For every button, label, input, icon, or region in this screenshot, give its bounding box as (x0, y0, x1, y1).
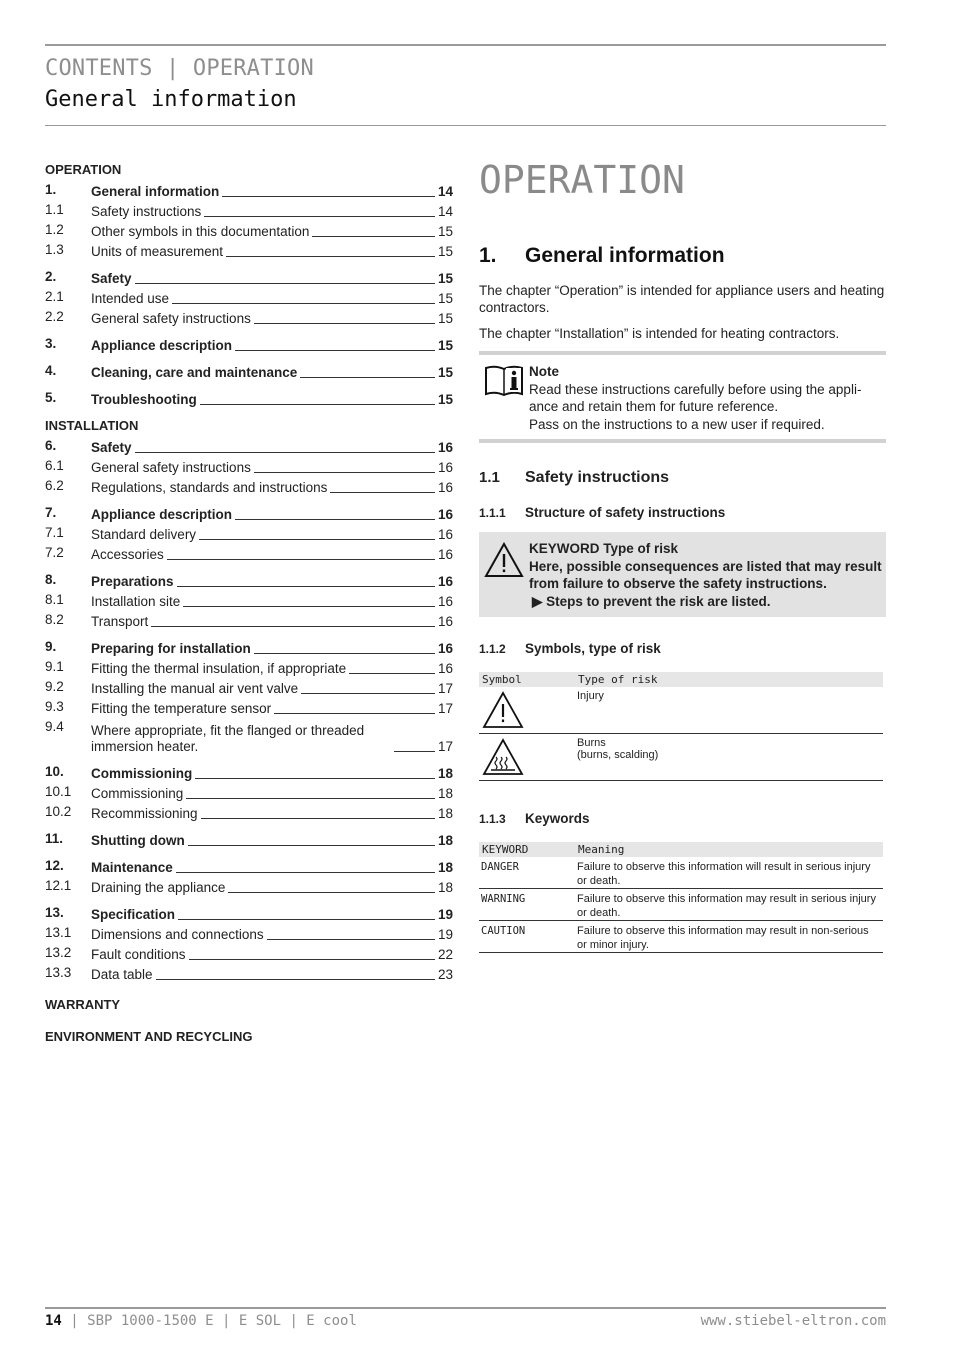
toc-entry-number: 7.2 (45, 545, 64, 560)
toc-entry[interactable] (45, 697, 453, 717)
toc-entry[interactable] (45, 610, 453, 630)
warning-body: Here, possible consequences are listed that may result from failure to observe the safety instructions. (529, 558, 882, 591)
toc-entry-page: 16 (438, 460, 454, 475)
toc-entry-title: Fitting the thermal insulation, if appropriate (91, 661, 347, 676)
toc-entry-page: 15 (438, 291, 454, 306)
toc-entry-number: 4. (45, 363, 57, 378)
toc-entry-number: 6.1 (45, 458, 64, 473)
toc-entry-title: Draining the appliance (91, 880, 226, 895)
toc-entry[interactable] (45, 829, 453, 849)
toc-leader (172, 303, 435, 304)
toc-leader (235, 350, 435, 351)
toc-operation-list (45, 180, 453, 408)
header-breadcrumb: CONTENTS | OPERATION (45, 56, 314, 81)
toc-entry[interactable] (45, 677, 453, 697)
toc-entry-number: 8.1 (45, 592, 64, 607)
toc-entry[interactable] (45, 543, 453, 563)
column-header-risk: Type of risk (575, 672, 883, 687)
meaning-cell: Failure to observe this information may result in serious injury or death. (575, 889, 883, 921)
toc-entry-page: 15 (438, 338, 454, 353)
toc-entry-title: Specification (91, 907, 176, 922)
toc-leader (254, 472, 435, 473)
toc-entry-page: 23 (438, 967, 454, 982)
toc-entry-number: 13. (45, 905, 64, 920)
toc-entry-title: Installing the manual air vent valve (91, 681, 299, 696)
toc-entry-page: 15 (438, 365, 454, 380)
toc-entry-title: General information (91, 184, 220, 199)
warning-box (479, 532, 886, 617)
toc-leader (195, 778, 435, 779)
toc-entry-title: Data table (91, 967, 153, 982)
column-header-keyword: KEYWORD (479, 842, 575, 857)
toc-entry-number: 11. (45, 831, 64, 846)
toc-leader (151, 626, 435, 627)
keyword-cell: DANGER (479, 857, 575, 889)
toc-entry-title-cont: immersion heater. (91, 739, 199, 754)
risk-cell (575, 734, 883, 781)
toc-entry-number: 1. (45, 182, 57, 197)
symbols-table (479, 672, 883, 781)
subsubsection-heading-symbols (479, 641, 886, 656)
toc-entry-number: 1.2 (45, 222, 64, 237)
toc-entry-title: Safety (91, 271, 132, 286)
toc-entry-number: 1.3 (45, 242, 64, 257)
toc-entry-page: 19 (438, 927, 454, 942)
toc-entry-title: Units of measurement (91, 244, 224, 259)
table-row (479, 889, 883, 921)
subsubsection-heading-keywords (479, 811, 886, 826)
toc-entry-page: 18 (438, 766, 454, 781)
toc-entry-page: 14 (438, 184, 454, 199)
toc-entry[interactable] (45, 476, 453, 496)
toc-entry[interactable] (45, 200, 453, 220)
subsubsection-title: Keywords (525, 811, 590, 826)
toc-leader (330, 492, 435, 493)
toc-entry[interactable] (45, 923, 453, 943)
toc-entry-number: 5. (45, 390, 57, 405)
toc-entry-title: Installation site (91, 594, 181, 609)
toc-entry-page: 16 (438, 527, 454, 542)
toc-leader (226, 256, 435, 257)
table-row (479, 734, 883, 781)
toc-entry[interactable] (45, 267, 453, 287)
main-content (479, 160, 886, 953)
toc-entry-number: 10.2 (45, 804, 72, 819)
footer-product: | SBP 1000-1500 E | E SOL | E cool (70, 1313, 357, 1329)
warning-step: ▶ Steps to prevent the risk are listed. (532, 593, 771, 609)
toc-entry-page: 15 (438, 311, 454, 326)
footer-left (45, 1313, 357, 1329)
toc-leader (135, 283, 435, 284)
toc-entry-page: 14 (438, 204, 454, 219)
keyword-cell: CAUTION (479, 921, 575, 953)
toc-leader (349, 673, 435, 674)
toc-leader (222, 196, 435, 197)
symbol-cell (479, 734, 575, 781)
hot-surface-icon (481, 737, 525, 777)
toc-leader (204, 216, 435, 217)
toc-entry-number: 13.2 (45, 945, 72, 960)
toc-entry-page: 15 (438, 271, 454, 286)
table-row (479, 687, 883, 734)
toc-leader (189, 959, 435, 960)
toc-entry[interactable] (45, 876, 453, 896)
toc-entry-page: 16 (438, 507, 454, 522)
toc-entry-number: 10.1 (45, 784, 72, 799)
chapter-heading: OPERATION (479, 158, 685, 202)
toc-entry-title: General safety instructions (91, 311, 251, 326)
toc-leader (177, 586, 435, 587)
toc-entry-title: Where appropriate, fit the flanged or threaded (91, 723, 365, 738)
toc-entry-title: Commissioning (91, 766, 193, 781)
page-number: 14 (45, 1313, 62, 1329)
toc-entry-page: 18 (438, 786, 454, 801)
subsubsection-title: Symbols, type of risk (525, 641, 661, 656)
toc-entry-number: 8. (45, 572, 57, 587)
toc-entry-title: Preparations (91, 574, 174, 589)
toc-entry[interactable] (45, 503, 453, 523)
meaning-cell: Failure to observe this information will result in serious injury or death. (575, 857, 883, 889)
subsubsection-number: 1.1.2 (479, 642, 506, 656)
toc-entry[interactable] (45, 388, 453, 408)
toc-entry[interactable] (45, 717, 453, 755)
toc-entry-number: 2.2 (45, 309, 64, 324)
toc-entry[interactable] (45, 637, 453, 657)
meaning-cell: Failure to observe this information may result in non-serious or minor injury. (575, 921, 883, 953)
toc-leader (186, 798, 435, 799)
toc-leader (254, 323, 435, 324)
toc-entry-title: Fault conditions (91, 947, 186, 962)
header-title: General information (45, 87, 297, 112)
toc-entry-page: 17 (438, 681, 454, 696)
toc-entry-number: 6. (45, 438, 57, 453)
toc-entry[interactable] (45, 361, 453, 381)
section-number: 1. (479, 244, 497, 267)
toc-entry-title: Other symbols in this documentation (91, 224, 310, 239)
toc-leader (135, 452, 435, 453)
toc-entry-title: Intended use (91, 291, 170, 306)
toc-entry-title: Fitting the temperature sensor (91, 701, 272, 716)
symbol-cell (479, 687, 575, 734)
toc-entry-title: Shutting down (91, 833, 185, 848)
toc-section-installation: INSTALLATION (45, 418, 139, 433)
toc-leader (188, 845, 435, 846)
toc-entry-number: 9.2 (45, 679, 64, 694)
toc-entry-page: 16 (438, 594, 454, 609)
toc-entry-page: 15 (438, 244, 454, 259)
toc-entry-number: 9.4 (45, 719, 64, 734)
table-row (479, 857, 883, 889)
subsubsection-number: 1.1.3 (479, 812, 506, 826)
note-text-2: Pass on the instructions to a new user if required. (529, 416, 825, 432)
toc-entry-number: 2. (45, 269, 57, 284)
toc-entry-number: 9.3 (45, 699, 64, 714)
subsubsection-title: Structure of safety instructions (525, 505, 726, 520)
toc-installation-list (45, 436, 453, 983)
toc-leader (301, 693, 435, 694)
risk-cell (575, 687, 883, 734)
toc-entry-number: 12.1 (45, 878, 72, 893)
toc-entry[interactable] (45, 903, 453, 923)
note-text: Read these instructions carefully before using the appliance and retain them for future reference. (529, 381, 862, 414)
toc-entry-title: Cleaning, care and maintenance (91, 365, 298, 380)
header-bottom-rule (45, 125, 886, 126)
toc-entry-title: General safety instructions (91, 460, 251, 475)
note-title: Note (529, 364, 559, 379)
toc-entry[interactable] (45, 220, 453, 240)
toc-entry-page: 16 (438, 614, 454, 629)
toc-leader (235, 519, 435, 520)
note-box (479, 351, 886, 443)
table-of-contents (45, 160, 453, 1047)
toc-entry-title: Standard delivery (91, 527, 197, 542)
risk-detail: (burns, scalding) (577, 749, 659, 761)
toc-entry-page: 18 (438, 860, 454, 875)
toc-entry-title: Regulations, standards and instructions (91, 480, 328, 495)
subsubsection-heading-structure (479, 505, 886, 520)
subsubsection-number: 1.1.1 (479, 506, 506, 520)
toc-leader (199, 539, 435, 540)
toc-entry-page: 22 (438, 947, 454, 962)
warning-title: KEYWORD Type of risk (529, 541, 679, 556)
section-heading (479, 244, 886, 268)
column-header-meaning: Meaning (575, 842, 883, 857)
toc-entry-page: 17 (438, 739, 454, 754)
toc-section-operation: OPERATION (45, 162, 122, 177)
toc-entry-title: Troubleshooting (91, 392, 197, 407)
toc-entry-number: 2.1 (45, 289, 64, 304)
toc-entry-page: 16 (438, 547, 454, 562)
toc-entry-page: 16 (438, 641, 454, 656)
toc-leader (254, 653, 435, 654)
toc-leader (394, 751, 435, 752)
toc-entry[interactable] (45, 240, 453, 260)
toc-entry-title: Appliance description (91, 338, 233, 353)
toc-entry[interactable] (45, 307, 453, 327)
toc-entry-number: 10. (45, 764, 64, 779)
toc-leader (178, 919, 435, 920)
toc-entry-page: 15 (438, 392, 454, 407)
toc-leader (300, 377, 435, 378)
toc-entry-page: 18 (438, 833, 454, 848)
toc-entry-page: 16 (438, 574, 454, 589)
subsection-title: Safety instructions (525, 469, 670, 486)
toc-leader (176, 872, 435, 873)
toc-entry-page: 16 (438, 440, 454, 455)
toc-entry-number: 7.1 (45, 525, 64, 540)
toc-entry-number: 8.2 (45, 612, 64, 627)
toc-entry-title: Appliance description (91, 507, 233, 522)
keywords-table (479, 842, 883, 953)
toc-entry-page: 17 (438, 701, 454, 716)
toc-entry-title: Transport (91, 614, 149, 629)
warning-triangle-icon (484, 542, 524, 578)
toc-entry-title: Dimensions and connections (91, 927, 264, 942)
toc-entry-number: 13.3 (45, 965, 72, 980)
section-title: General information (525, 244, 725, 267)
toc-entry[interactable] (45, 334, 453, 354)
risk-text: Burns (577, 737, 606, 749)
intro-paragraph-installation: The chapter “Installation” is intended for heating contractors. (479, 326, 840, 341)
toc-section-warranty: WARRANTY (45, 997, 121, 1012)
toc-entry-page: 15 (438, 224, 454, 239)
toc-leader (274, 713, 435, 714)
toc-entry[interactable] (45, 762, 453, 782)
subsection-number: 1.1 (479, 469, 500, 486)
toc-entry-title: Commissioning (91, 786, 184, 801)
toc-entry-title: Safety instructions (91, 204, 202, 219)
toc-entry[interactable] (45, 802, 453, 822)
toc-entry-number: 3. (45, 336, 57, 351)
toc-entry-title: Accessories (91, 547, 164, 562)
toc-entry[interactable] (45, 963, 453, 983)
toc-entry-title: Maintenance (91, 860, 173, 875)
toc-entry-title: Preparing for installation (91, 641, 251, 656)
toc-entry[interactable] (45, 180, 453, 200)
toc-entry-number: 7. (45, 505, 57, 520)
column-header-symbol: Symbol (479, 672, 575, 687)
footer-website: www.stiebel-eltron.com (700, 1313, 886, 1329)
toc-entry-page: 18 (438, 880, 454, 895)
toc-entry-page: 16 (438, 661, 454, 676)
toc-leader (267, 939, 435, 940)
toc-leader (183, 606, 435, 607)
toc-entry[interactable] (45, 943, 453, 963)
toc-leader (201, 818, 435, 819)
subsection-heading-safety (479, 469, 886, 487)
keyword-cell: WARNING (479, 889, 575, 921)
toc-entry-page: 16 (438, 480, 454, 495)
toc-entry-number: 9.1 (45, 659, 64, 674)
toc-entry-number: 13.1 (45, 925, 72, 940)
toc-entry-number: 1.1 (45, 202, 64, 217)
toc-entry-number: 6.2 (45, 478, 64, 493)
toc-entry[interactable] (45, 436, 453, 456)
toc-entry[interactable] (45, 590, 453, 610)
footer-rule (45, 1307, 886, 1309)
toc-entry[interactable] (45, 287, 453, 307)
toc-entry[interactable] (45, 570, 453, 590)
toc-leader (200, 404, 435, 405)
risk-text: Injury (577, 690, 604, 702)
toc-entry[interactable] (45, 456, 453, 476)
toc-entry-title: Safety (91, 440, 132, 455)
toc-leader (167, 559, 435, 560)
toc-entry-number: 9. (45, 639, 57, 654)
toc-entry-title: Recommissioning (91, 806, 198, 821)
intro-paragraph-operation: The chapter “Operation” is intended for appliance users and heating contractors. (479, 283, 885, 315)
toc-leader (156, 979, 435, 980)
toc-entry[interactable] (45, 856, 453, 876)
table-row (479, 921, 883, 953)
toc-entry[interactable] (45, 657, 453, 677)
toc-entry-page: 19 (438, 907, 454, 922)
toc-leader (312, 236, 435, 237)
toc-entry-page: 18 (438, 806, 454, 821)
toc-section-environment: ENVIRONMENT AND RECYCLING (45, 1029, 253, 1044)
toc-entry[interactable] (45, 782, 453, 802)
warning-triangle-icon (481, 690, 525, 730)
header-top-rule (45, 44, 886, 46)
book-info-icon (483, 364, 525, 398)
toc-entry-number: 12. (45, 858, 64, 873)
toc-leader (228, 892, 435, 893)
toc-entry[interactable] (45, 523, 453, 543)
